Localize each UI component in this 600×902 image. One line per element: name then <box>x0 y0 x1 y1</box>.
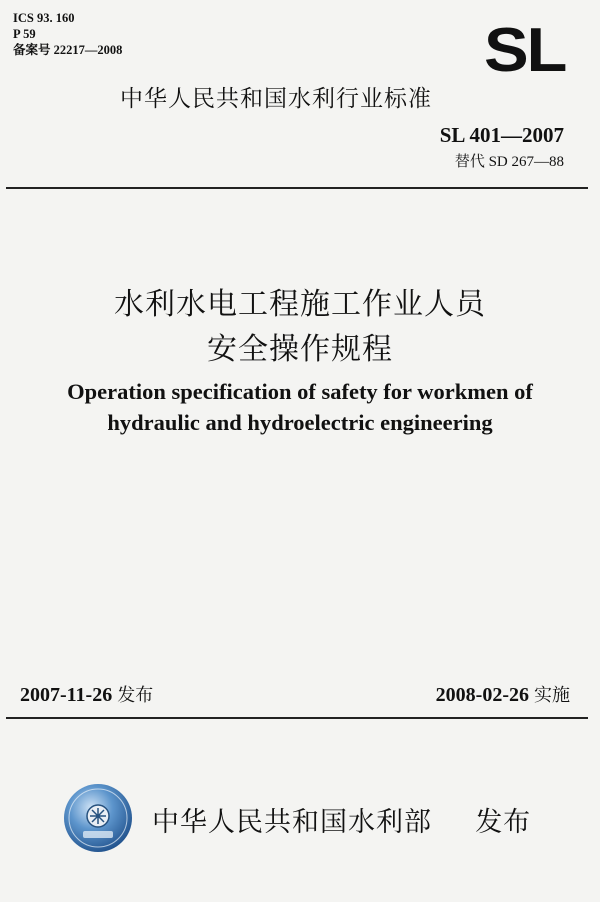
issuer-name: 中华人民共和国水利部 <box>152 807 432 838</box>
standard-category: 中华人民共和国水利行业标准 <box>120 86 432 112</box>
title-en-line2: hydraulic and hydroelectric engineering <box>107 410 493 435</box>
replaces-standard: 替代 SD 267—88 <box>454 154 564 170</box>
document-meta <box>13 10 122 58</box>
title-en-line1: Operation specification of safety for workmen of <box>67 379 533 404</box>
sl-logo: SL <box>484 16 566 85</box>
issue-date: 2007-11-26 <box>20 684 113 706</box>
ics-code: ICS 93. 160 <box>13 11 75 25</box>
implement-date: 2008-02-26 <box>435 684 529 706</box>
issuer-label: 发布 <box>475 807 532 838</box>
class-code: P 59 <box>13 27 36 41</box>
implement-date-block <box>436 681 570 707</box>
issue-date-block <box>20 681 153 707</box>
issue-label: 发布 <box>117 685 154 706</box>
record-number: 备案号 22217—2008 <box>13 43 123 57</box>
title-cn-line2: 安全操作规程 <box>207 332 393 367</box>
anti-counterfeit-seal-icon <box>63 783 133 853</box>
issuer-block <box>152 800 531 839</box>
implement-label: 实施 <box>534 685 570 706</box>
top-divider <box>6 187 588 189</box>
standard-number: SL 401—2007 <box>439 123 564 147</box>
title-cn-line1: 水利水电工程施工作业人员 <box>114 287 486 322</box>
bottom-divider <box>6 717 588 719</box>
